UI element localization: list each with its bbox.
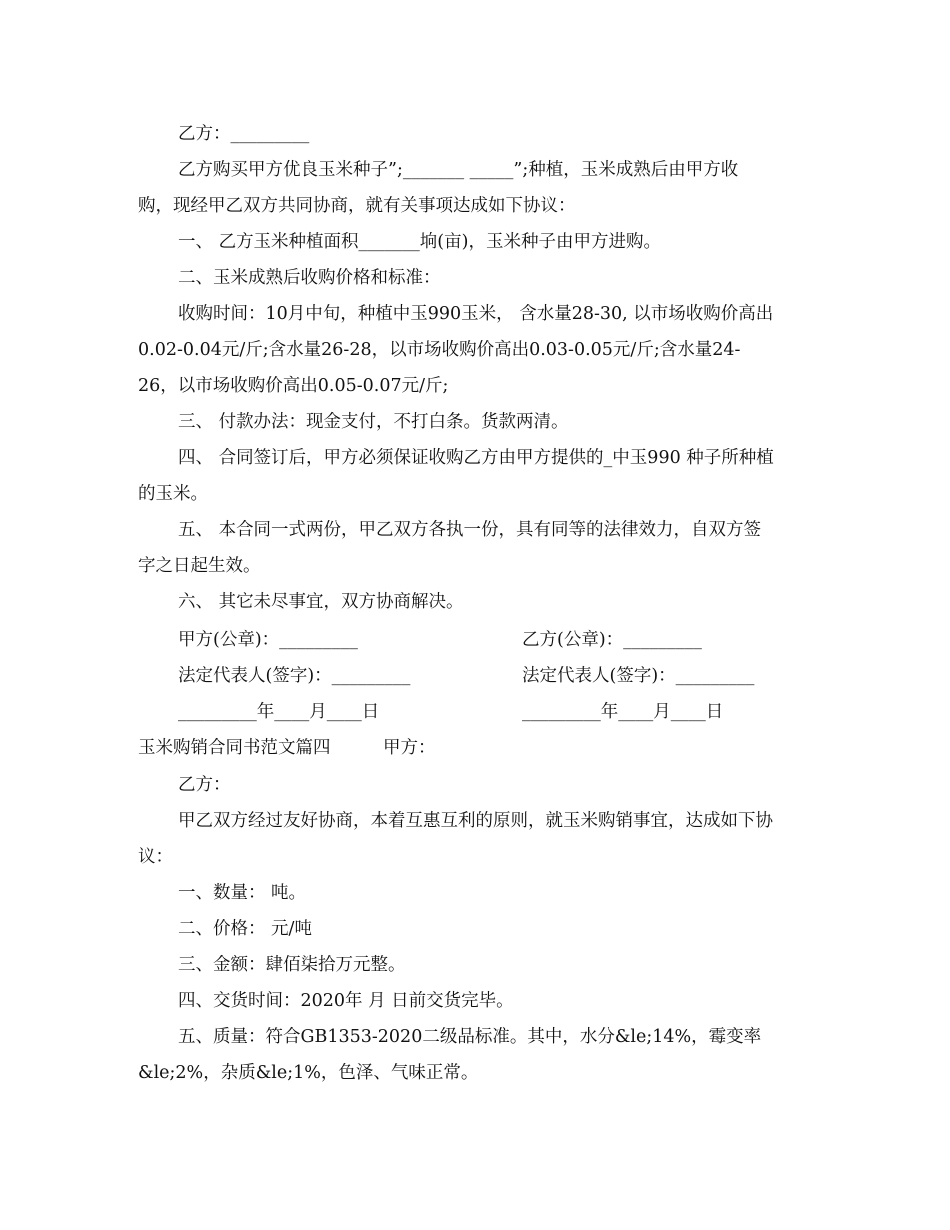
- signature-party-a-date: _________年____月____日: [178, 702, 380, 722]
- paragraph-line: 二、玉米成熟后收购价格和标准：: [178, 268, 441, 288]
- party-b-line: 乙方：_________: [178, 124, 310, 144]
- section-heading: 玉米购销合同书范文篇四: [138, 738, 331, 758]
- paragraph-line: 的玉米。: [138, 484, 208, 504]
- section-party-a: 甲方：: [383, 738, 436, 758]
- paragraph-line: 购，现经甲乙双方共同协商，就有关事项达成如下协议：: [138, 196, 576, 216]
- paragraph-line: 三、金额：肆佰柒拾万元整。: [178, 955, 406, 975]
- paragraph-line: 26，以市场收购价高出0.05-0.07元/斤;: [138, 376, 449, 396]
- paragraph-line: 五、 本合同一式两份，甲乙双方各执一份，具有同等的法律效力，自双方签: [178, 520, 762, 540]
- paragraph-line: 三、 付款办法：现金支付，不打白条。货款两清。: [178, 412, 569, 432]
- paragraph-line: 议：: [138, 847, 173, 867]
- paragraph-line: 一、 乙方玉米种植面积_______垧(亩)，玉米种子由甲方进购。: [178, 232, 661, 252]
- signature-party-b-date: _________年____月____日: [522, 702, 724, 722]
- paragraph-line: 六、 其它未尽事宜，双方协商解决。: [178, 592, 464, 612]
- paragraph-line: 四、交货时间：2020年 月 日前交货完毕。: [178, 991, 514, 1011]
- paragraph-line: 二、价格： 元/吨: [178, 919, 312, 939]
- paragraph-line: 收购时间：10月中旬，种植中玉990玉米， 含水量28-30, 以市场收购价高出: [178, 304, 774, 324]
- paragraph-line: &le;2%，杂质&le;1%，色泽、气味正常。: [138, 1063, 479, 1083]
- paragraph-line: 0.02-0.04元/斤;含水量26-28，以市场收购价高出0.03-0.05元/斤;含水量24-: [138, 340, 741, 360]
- paragraph-line: 字之日起生效。: [138, 556, 261, 576]
- paragraph-line: 一、数量： 吨。: [178, 883, 307, 903]
- signature-party-b-seal: 乙方(公章)：_________: [522, 630, 702, 650]
- paragraph-line: 五、质量：符合GB1353-2020二级品标准。其中，水分&le;14%，霉变率: [178, 1027, 762, 1047]
- paragraph-line: 四、 合同签订后，甲方必须保证收购乙方由甲方提供的_中玉990 种子所种植: [178, 448, 774, 468]
- paragraph-line: 甲乙双方经过友好协商，本着互惠互利的原则，就玉米购销事宜，达成如下协: [178, 811, 773, 831]
- signature-party-b-rep: 法定代表人(签字)：_________: [522, 666, 755, 686]
- paragraph-line: 乙方：: [178, 775, 231, 795]
- signature-party-a-rep: 法定代表人(签字)：_________: [178, 666, 411, 686]
- signature-party-a-seal: 甲方(公章)：_________: [178, 630, 358, 650]
- paragraph-line: 乙方购买甲方优良玉米种子”;_______ _____”;种植，玉米成熟后由甲方收: [178, 160, 739, 180]
